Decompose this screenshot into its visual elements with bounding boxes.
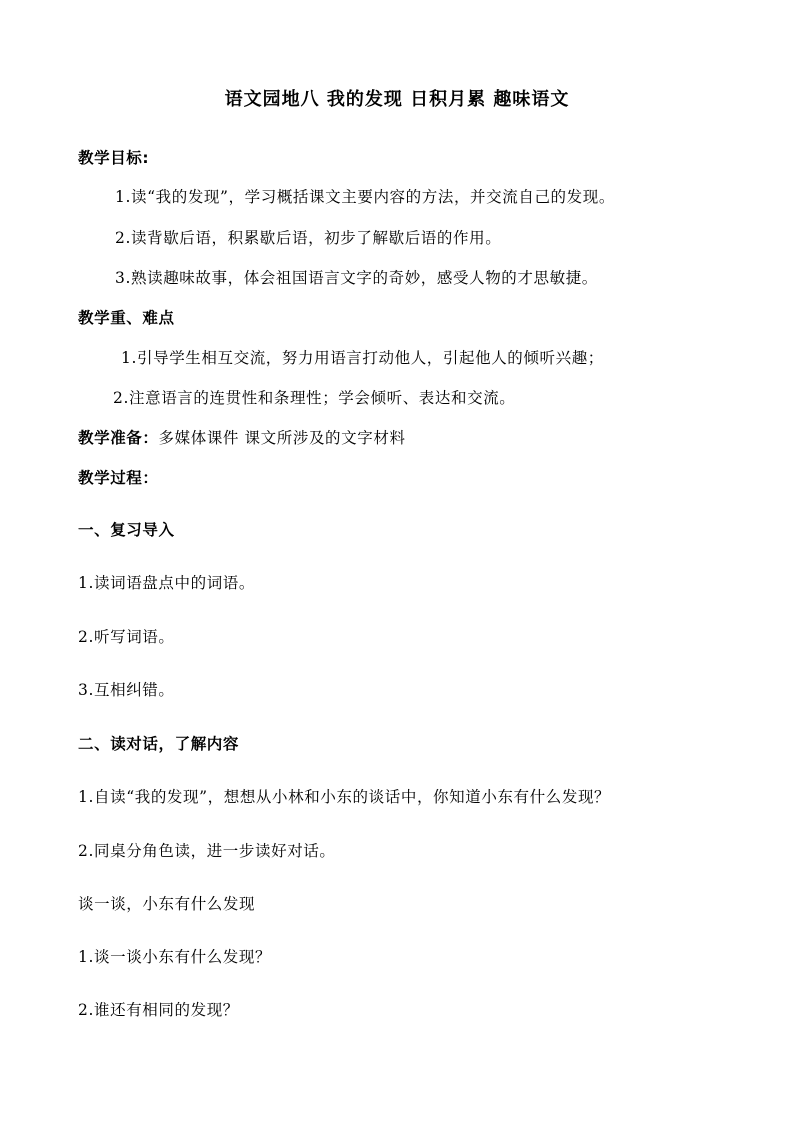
section-2-sub-item-2: 2.谁还有相同的发现？ <box>78 1001 239 1019</box>
section-2-item-2: 2.同桌分角色读，进一步读好对话。 <box>78 842 336 860</box>
key-point-item-1: 1.引导学生相互交流，努力用语言打动他人，引起他人的倾听兴趣； <box>121 349 604 367</box>
section-2-heading: 二、读对话，了解内容 <box>78 735 240 753</box>
section-2-item-1: 1.自读“我的发现”，想想从小林和小东的谈话中，你知道小东有什么发现？ <box>78 788 611 806</box>
preparation-label: 教学准备： <box>78 429 159 447</box>
key-points-heading: 教学重、难点 <box>78 309 175 327</box>
section-1-heading: 一、复习导入 <box>78 521 175 539</box>
objective-item-3: 3.熟读趣味故事，体会祖国语言文字的奇妙，感受人物的才思敏捷。 <box>115 269 598 287</box>
objectives-heading: 教学目标: <box>78 149 150 167</box>
key-point-item-2: 2.注意语言的连贯性和条理性；学会倾听、表达和交流。 <box>113 389 516 407</box>
objective-item-2: 2.读背歇后语，积累歇后语，初步了解歇后语的作用。 <box>115 229 502 247</box>
preparation-text: 多媒体课件 课文所涉及的文字材料 <box>158 429 406 447</box>
page-title: 语文园地八 我的发现 日积月累 趣味语文 <box>224 89 570 110</box>
preparation-line <box>78 428 406 448</box>
section-2-subheading: 谈一谈，小东有什么发现 <box>78 895 256 913</box>
section-2-sub-item-1: 1.谈一谈小东有什么发现？ <box>78 948 272 966</box>
process-heading: 教学过程： <box>78 469 159 487</box>
section-1-item-1: 1.读词语盘点中的词语。 <box>78 574 255 592</box>
objective-item-1: 1.读“我的发现”，学习概括课文主要内容的方法，并交流自己的发现。 <box>115 188 615 206</box>
section-1-item-2: 2.听写词语。 <box>78 628 175 646</box>
section-1-item-3: 3.互相纠错。 <box>78 681 175 699</box>
